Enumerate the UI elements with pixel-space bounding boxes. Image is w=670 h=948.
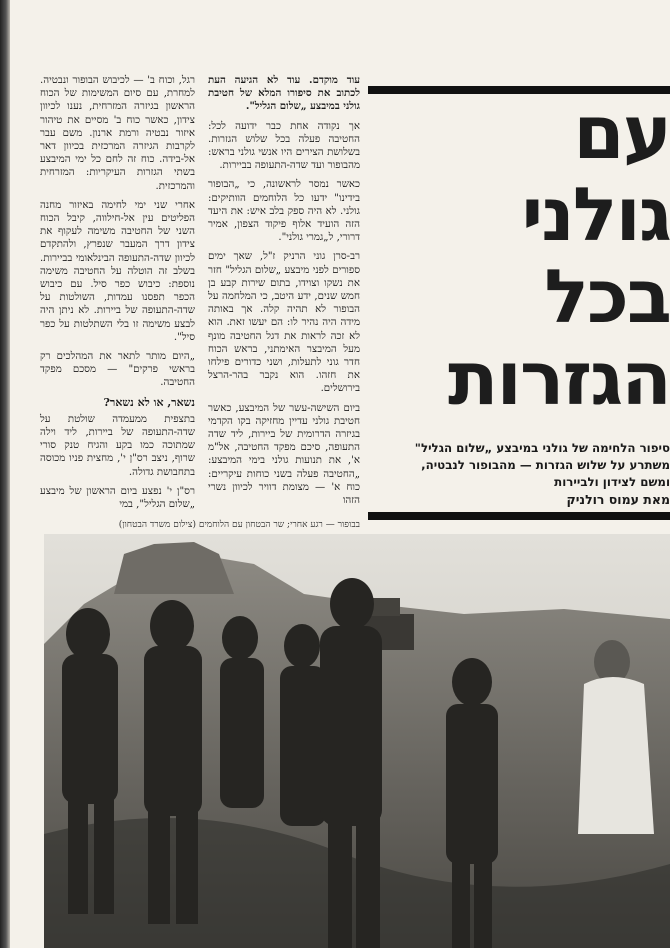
author-byline: מאת עמוס רולניק <box>566 492 670 507</box>
headline <box>372 92 670 424</box>
subheading-line: סיפור הלחימה של גולני במיבצע „שלום הגליל" <box>414 441 670 455</box>
subheading-line: משתרע על שלוש הגזרות — מהבופור לנבטיה, <box>421 458 670 472</box>
soldiers-photo <box>44 534 670 948</box>
photo-caption: בבופור — רגע אחרי; שר הבטחון עם הלוחמים (צילום משרד הבטחון) <box>118 520 360 530</box>
headline-line: עם <box>573 90 670 176</box>
article-paragraph: בתצפית ממעמדה שולטת על שדה-התעופה של ביירות, ליד וילה שמתוכה כמו בקע והגיח טנק סורי שרוף, ניצב רס"ן י', מחצית פניו מכוסה בתחבושת גדולה. <box>40 413 195 478</box>
headline-line: הגזרות <box>447 336 670 422</box>
article-lead: עוד מוקדם. עוד לא הגיעה העת לכתוב את סיפורו המלא של חטיבת גולני במיבצע „שלום הגליל". <box>208 74 360 113</box>
article-paragraph: „היום מותר לתאר את המהלכים רק בראשי פרקים" — מסכם מפקד החטיבה. <box>40 351 195 389</box>
subheading-line: ומשם לצידון ולביירות <box>554 475 670 489</box>
headline-line: גולני <box>521 172 670 258</box>
headline-bottom-bar <box>368 512 670 520</box>
article-paragraph: רס"ן י' נפצע ביום הראשון של מיבצע „שלום הגליל", במי <box>40 485 195 511</box>
article-column-left <box>40 74 195 517</box>
article-paragraph: כאשר נמסר לראשונה, כי „הבופור בידינו" ידעו כל הלוחמים הוותיקים: גולני. לא היה ספק בלב איש: את היעד הזה הועיד אלוף פיקוד הצפון, אמיר דרורי, ל„גמרי גולני". <box>208 179 360 244</box>
article-paragraph: ביום השישה-עשר של המיבצע, כאשר חטיבת גולני עדיין מחזיקה בקו הקדמי בגיזרה הדרומית של ביירות, ליד שדה התעופה, סיכם מפקד החטיבה, אל"מ א', את תנועות גולני בימי המיבצע: „החטיבה פעלה בשני כוחות עיקריים: כוח א' — מצומת דוויר לכיוון נשרי הזהו <box>208 402 360 507</box>
article-column-middle <box>208 74 360 513</box>
article-paragraph: רב-סרן גוני הרניק ז"ל, שאך ימים ספורים לפני מיבצע „שלום הגליל" חזר את נשקו וצוידו, בתום שירות קבע בן חמש שנים, ידע היטב, כי המלחמה על הבופור לא תהיה קלה. אך באותה מידה היה נהיר לו: הם יעשו זאת. הוא לא זכה לראות את דגל החטיבה מונף מעל המיבצר האימתני, בראש הכוח חדר גוני לתעלות, ושני כדורים פילחו את חזהו. הוא נקבר בהר-הרצל בירושלים. <box>208 251 360 395</box>
page-spine-shadow <box>0 0 10 948</box>
article-paragraph: רגל, וכוח ב' — לכיבוש הבופור ונבטיה. למחרת, עם סיום המשימות של הכוח הראשון בגיזרה המזרחית, נענו לכיוון צידון, כאשר כוח ב' מסיים את טיהור איזור נבטיה ורמת ארנון. משם עבר לקרבות הגיזרה המרכזית בכיוון דאר אל-בידה. כוח זה לחם כל ימי המיבצע בשתי הגזרות העיקריות: המזרחית והמרכזית. <box>40 75 195 192</box>
article-paragraph: אך נקודה אחת כבר ידועה לכל: החטיבה פעלה בכל שלוש הגזרות. בשלושת הצירים היו אנשי גולני בראש: מהבופור ועד שדה-התעופה בביירות. <box>208 120 360 172</box>
soldiers-photo-illustration <box>44 534 670 948</box>
article-subhead: נשאר, או לא נשאר? <box>103 395 195 409</box>
article-paragraph: אחרי שני ימי לחימה באיזור מחנה הפליטים עין אל-חילווה, קיבל הכוח השני של החטיבה משימה לעקוף את צידון דרך המעבר שנפרץ, ולהתקדם לכיוון שדה-התעופה הבינלאומי בביירות. בשלב זה הוטלה על החטיבה משימה נוספת: כיבוש כפר סיל. עם כיבוש הכפר תפסנו עמדות, השולטות על שדה-התעופה של ביירות. לא ניתן היה לבצע משימה זו בלי השתלטות על כפר סיל". <box>40 199 195 343</box>
headline-line: בכל <box>544 254 670 340</box>
subheading <box>370 440 670 508</box>
